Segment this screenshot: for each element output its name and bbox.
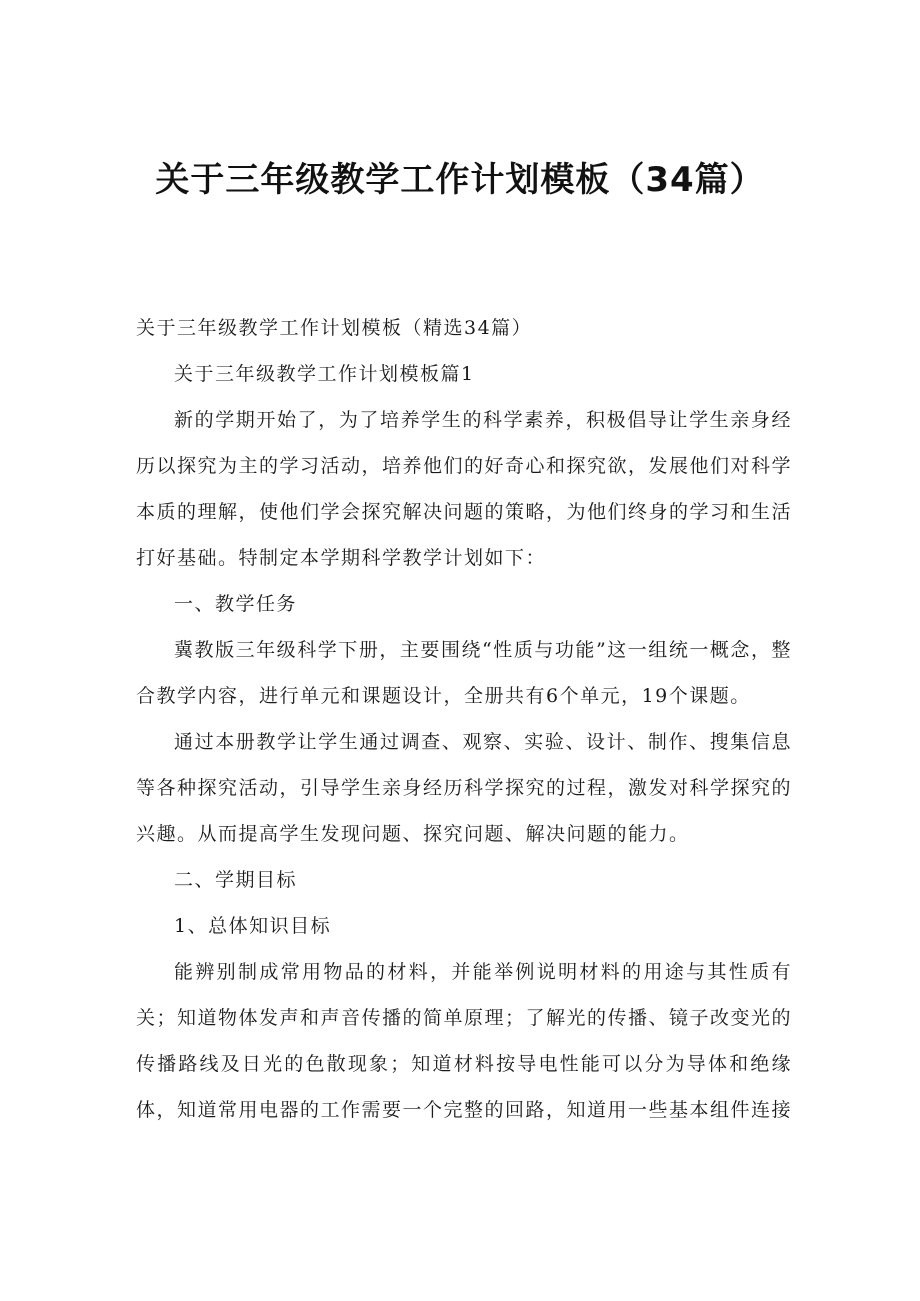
document-title: 关于三年级教学工作计划模板（34篇） — [155, 160, 765, 200]
paragraph-subtitle: 关于三年级教学工作计划模板（精选34篇） — [136, 317, 533, 339]
paragraph-section-heading: 关于三年级教学工作计划模板篇1 — [174, 363, 475, 385]
heading-teaching-tasks: 一、教学任务 — [174, 593, 298, 615]
heading-semester-goals: 二、学期目标 — [174, 869, 298, 891]
paragraph-textbook: 冀教版三年级科学下册，主要围绕“性质与功能”这一组统一概念，整合教学内容，进行单元和课题设计，全册共有6个单元，19个课题。 — [136, 639, 792, 707]
document-body — [136, 305, 792, 1133]
paragraph-activities: 通过本册教学让学生通过调查、观察、实验、设计、制作、搜集信息等各种探究活动，引导学生亲身经历科学探究的过程，激发对科学探究的兴趣。从而提高学生发现问题、探究问题、解决问题的能力。 — [136, 731, 793, 845]
paragraph-knowledge: 能辨别制成常用物品的材料，并能举例说明材料的用途与其性质有关；知道物体发声和声音传播的简单原理；了解光的传播、镜子改变光的传播路线及日光的色散现象；知道材料按导电性能可以分为导体和绝缘体，知道常用电器的工作需要一个完整的回路，知道用一些基本组件连接 — [136, 961, 793, 1121]
heading-knowledge-goals: 1、总体知识目标 — [174, 915, 332, 937]
paragraph-intro: 新的学期开始了，为了培养学生的科学素养，积极倡导让学生亲身经历以探究为主的学习活动，培养他们的好奇心和探究欲，发展他们对科学本质的理解，使他们学会探究解决问题的策略，为他们终身的学习和生活打好基础。特制定本学期科学教学计划如下： — [136, 409, 793, 569]
